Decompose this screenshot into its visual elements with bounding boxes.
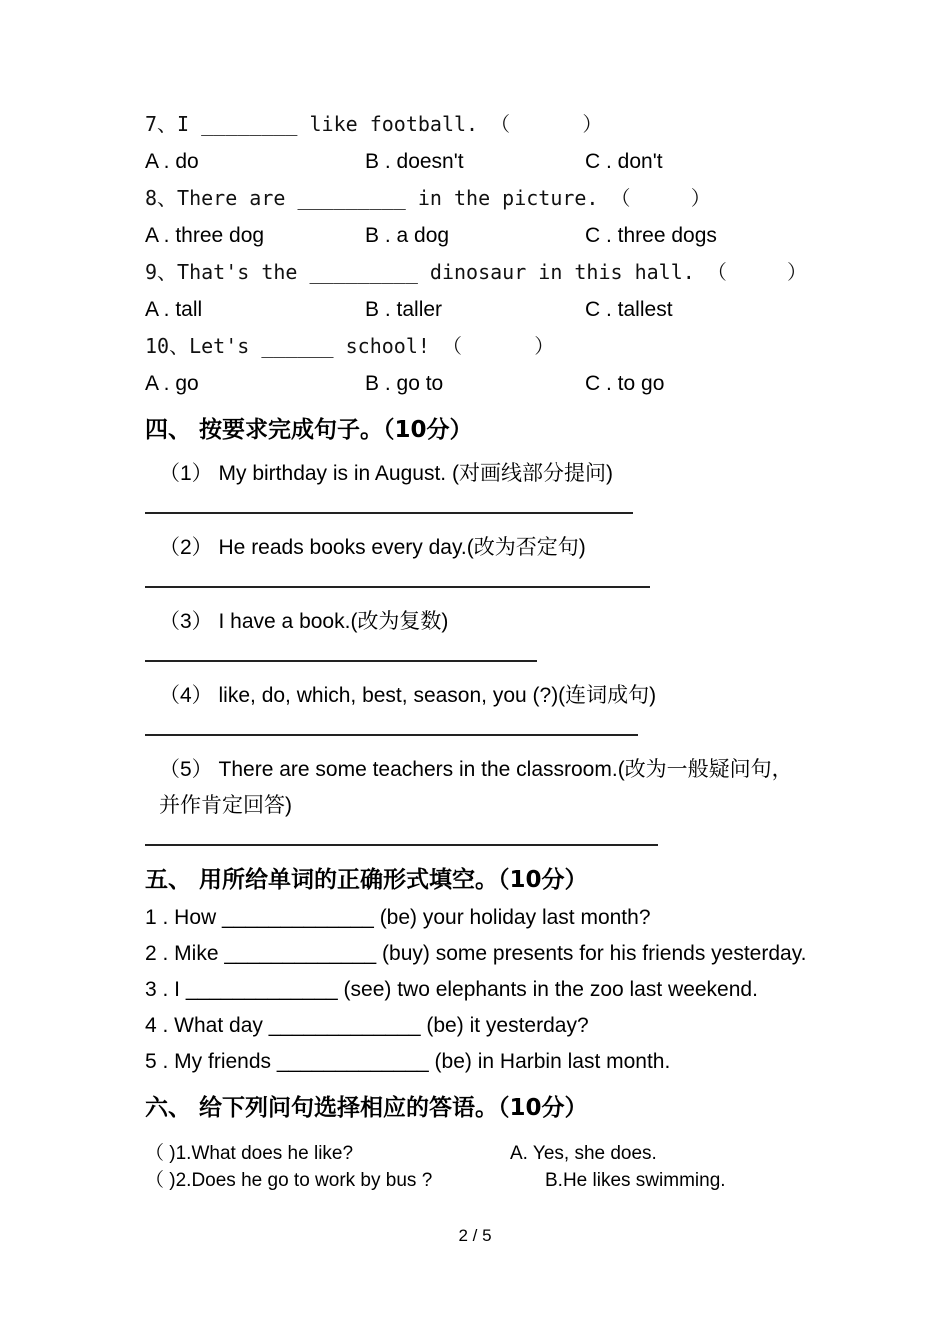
match-question-1: （ )1.What does he like? <box>145 1143 354 1164</box>
match-row-1 <box>145 1140 810 1167</box>
rewrite-item-1: （1） My birthday is in August. (对画线部分提问) <box>159 462 613 485</box>
question-10-option-c: C . to go <box>585 372 665 395</box>
question-8-options <box>145 217 810 254</box>
question-9-options <box>145 291 810 328</box>
question-9 <box>145 254 810 328</box>
answer-line-2 <box>145 586 650 588</box>
fill-item-4: 4 . What day _____________ (be) it yesterday? <box>145 1014 589 1037</box>
answer-line-5 <box>145 844 658 846</box>
answer-line-3 <box>145 660 537 662</box>
match-answer-b: B.He likes swimming. <box>545 1170 726 1191</box>
match-row-2 <box>145 1167 810 1194</box>
rewrite-item-5: （5） There are some teachers in the classroom.(改为一般疑问句，并作肯定回答) <box>159 758 793 817</box>
answer-line-4 <box>145 734 638 736</box>
question-10-stem: 10、Let's ______ school! （ ） <box>145 334 555 358</box>
question-7 <box>145 106 810 180</box>
fill-item-3: 3 . I _____________ (see) two elephants in the zoo last weekend. <box>145 978 758 1001</box>
section-5-heading: 五、 用所给单词的正确形式填空。（10分） <box>145 867 588 893</box>
question-9-option-c: C . tallest <box>585 298 673 321</box>
question-7-options <box>145 143 810 180</box>
question-10-options <box>145 365 810 402</box>
question-10 <box>145 328 810 402</box>
question-10-option-a: A . go <box>145 372 199 395</box>
question-9-option-a: A . tall <box>145 298 203 321</box>
answer-line-1 <box>145 512 633 514</box>
question-8-stem: 8、There are _________ in the picture. （ ） <box>145 186 711 210</box>
fill-item-1: 1 . How _____________ (be) your holiday last month? <box>145 906 651 929</box>
question-10-option-b: B . go to <box>365 372 444 395</box>
question-7-option-c: C . don't <box>585 150 663 173</box>
question-9-option-b: B . taller <box>365 298 443 321</box>
question-8 <box>145 180 810 254</box>
rewrite-item-2: （2） He reads books every day.(改为否定句) <box>159 536 586 559</box>
fill-item-5: 5 . My friends _____________ (be) in Harbin last month. <box>145 1050 671 1073</box>
question-7-option-b: B . doesn't <box>365 150 464 173</box>
question-8-option-c: C . three dogs <box>585 224 717 247</box>
question-7-stem: 7、I ________ like football. （ ） <box>145 112 603 136</box>
section-6-heading: 六、 给下列问句选择相应的答语。（10分） <box>145 1095 588 1121</box>
section-4-heading: 四、 按要求完成句子。（10分） <box>145 417 473 443</box>
rewrite-item-3: （3） I have a book.(改为复数) <box>159 610 449 633</box>
match-answer-a: A. Yes, she does. <box>510 1143 657 1164</box>
question-8-option-a: A . three dog <box>145 224 265 247</box>
match-question-2: （ )2.Does he go to work by bus ? <box>145 1170 433 1191</box>
page-number: 2 / 5 <box>458 1226 492 1245</box>
question-9-stem: 9、That's the _________ dinosaur in this hall. （ ） <box>145 260 808 284</box>
question-8-option-b: B . a dog <box>365 224 450 247</box>
question-7-option-a: A . do <box>145 150 199 173</box>
rewrite-item-4: （4） like, do, which, best, season, you (?)(连词成句) <box>159 684 657 707</box>
fill-item-2: 2 . Mike _____________ (buy) some presents for his friends yesterday. <box>145 942 807 965</box>
